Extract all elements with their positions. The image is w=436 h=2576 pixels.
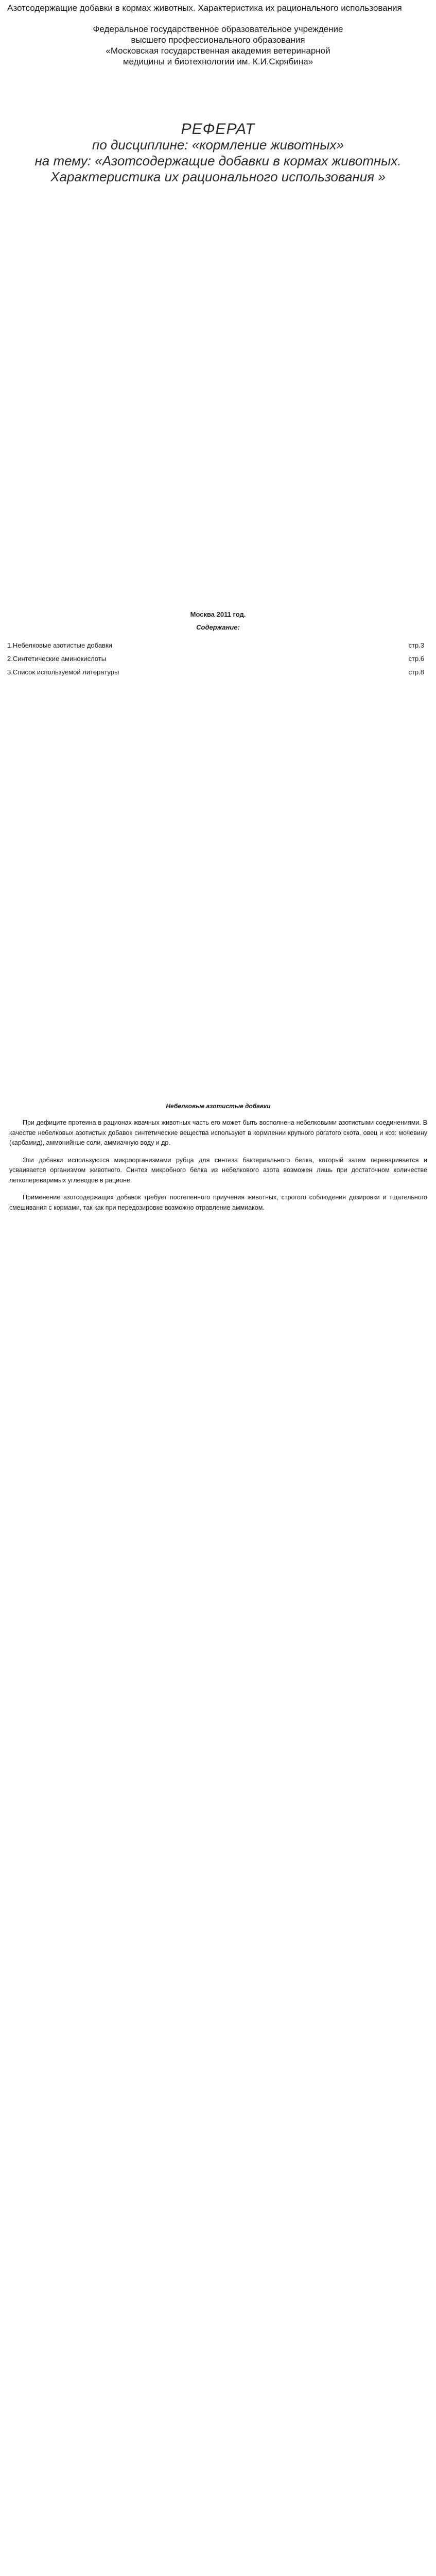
org-line: высшего профессионального образования — [131, 35, 305, 45]
toc-heading: Содержание: — [196, 623, 240, 631]
org-line: медицины и биотехнологии им. К.И.Скрябина» — [123, 57, 313, 66]
paragraph: При дефиците протеина в рационах жвачных животных часть его может быть восполнена небелковыми азотистыми соединениями. В качестве небелковых азотистых добавок синтетические вещества используют в кормлении крупного рогатого скота, овец и коз: мочевину (карбамид), аммонийные соли, аммиачную воду и др. — [9, 1119, 427, 1146]
org-line: «Московская государственная академия ветеринарной — [106, 46, 330, 56]
toc-page: стр.6 — [408, 655, 424, 663]
toc-label: 3.Список используемой литературы — [7, 668, 119, 676]
city-year: Москва 2011 год. — [190, 611, 246, 618]
organization-block — [21, 24, 415, 67]
report-topic: на тему: «Азотсодержащие добавки в кормах животных. Характеристика их рационального использования » — [34, 153, 402, 184]
section-title: Небелковые азотистые добавки — [166, 1103, 271, 1110]
toc-row[interactable] — [7, 639, 424, 652]
toc-row[interactable] — [7, 666, 424, 679]
org-line: Федеральное государственное образовательное учреждение — [93, 24, 343, 34]
toc-page: стр.3 — [408, 641, 424, 649]
toc-label: 2.Синтетические аминокислоты — [7, 655, 107, 663]
toc-label: 1.Небелковые азотистые добавки — [7, 641, 112, 649]
section-nonprotein-nitrogen — [9, 1103, 427, 1220]
report-discipline: по дисциплине: «кормление животных» — [92, 137, 344, 152]
cover-block — [21, 121, 415, 185]
meta-block — [21, 611, 415, 631]
table-of-contents — [7, 639, 424, 679]
toc-row[interactable] — [7, 652, 424, 666]
document-title: Азотсодержащие добавки в кормах животных. Характеристика их рационального использования — [7, 3, 402, 13]
paragraph: Применение азотсодержащих добавок требует постепенного приучения животных, строгого соблюдения дозировки и тщательного смешивания с кормами, так как при передозировке возможно отравление аммиаком. — [9, 1194, 427, 1211]
report-kind: РЕФЕРАТ — [181, 121, 255, 138]
toc-page: стр.8 — [408, 668, 424, 676]
paragraph: Эти добавки используются микроорганизмами рубца для синтеза бактериального белка, который затем переваривается и усваивается организмом животного. Синтез микробного белка из небелкового азота возможен лишь при достаточном количестве легкопереваримых углеводов в рационе. — [9, 1156, 427, 1184]
